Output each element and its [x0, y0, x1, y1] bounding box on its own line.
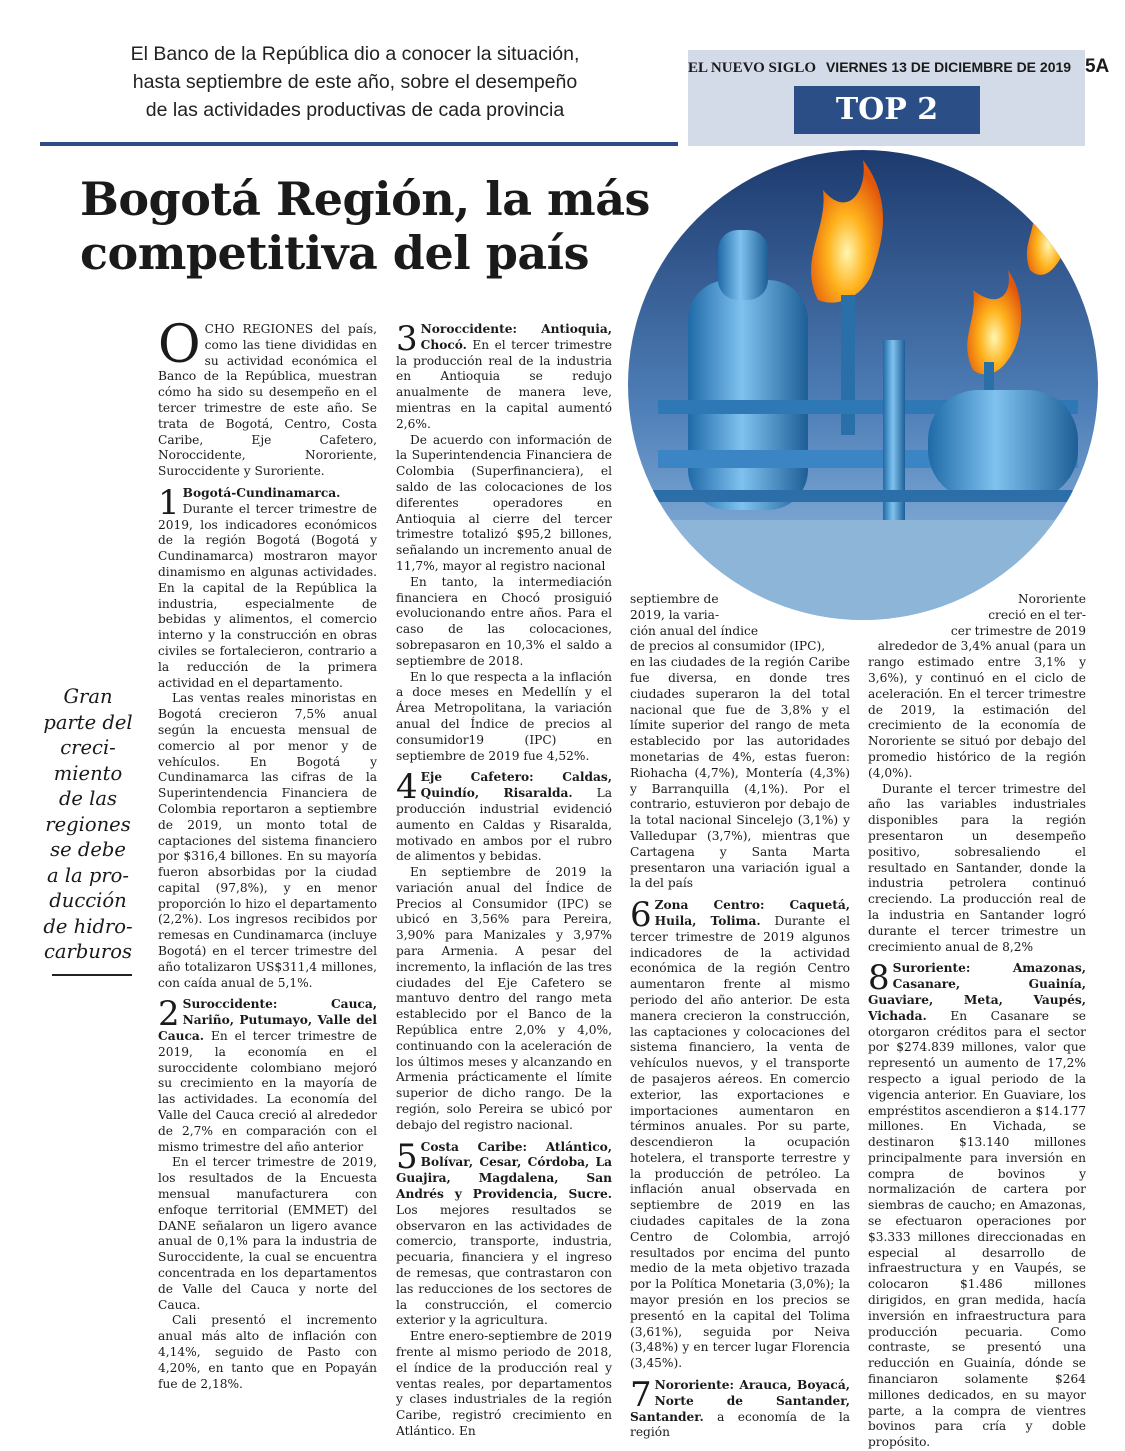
section-noroccidente: 3 Noroccidente: Antioquia, Chocó. En el tercer trimestre la producción real de la industria en Antioquia se redujo anualmente de manera leve, mientras en la capital aumentó 2,6%.	[396, 319, 612, 431]
section-number: 2	[158, 994, 180, 1035]
headline	[80, 172, 700, 280]
section-number: 7	[630, 1375, 652, 1416]
section-suroriente: 8 Suroriente: Amazonas, Casanare, Guainía, Guaviare, Meta, Vaupés, Vichada. En Casanare se otorgaron créditos para el sector por $274.839 millones, valor que representó un aumento de 17,2% respecto a igual periodo de la vigencia anterior. En Guaviare, los empréstitos ascendieron a $14.177 millones. En Vichada, se destinaron $13.140 millones principalmente para inversión en compra de bovinos y normalización de cartera por siembras de caucho; en Amazonas, se efectuaron operaciones por $3.333 millones direccionadas en especial al desarrollo de infraestructura y en Vaupés, se colocaron $1.486 millones dirigidos, en gran medida, hacía inversión en infraestructura para producción pecuaria. Como contraste, se presentó una reducción en Guainía, dónde se financiaron solamente $264 millones dedicados, en su mayor parte, a la compra de vientres bovinos para cría y doble propósito.	[868, 958, 1087, 1450]
intro-paragraph: OCHO REGIONES del país, como las tiene divididas en su actividad económica el Banco de la República, muestran cómo ha sido su desempeño en el tercer trimestre de este año. Se trata de Bogotá, Centro, Costa Caribe, Eje Cafetero, Noroccidente, Nororiente, Suroccidente y Suroriente.	[158, 315, 377, 479]
page-number: 5A	[1084, 56, 1110, 77]
body-paragraph: Cali presentó el incremento anual más alto de inflación con 4,14%, seguido de Pasto con 4,20%, en tanto que en Popayán fue de 2,18%.	[158, 1313, 377, 1391]
article-column-3	[630, 592, 850, 1441]
section-number: 5	[396, 1136, 418, 1177]
article-column-2	[396, 319, 612, 1440]
pull-quote-line: Gran	[63, 685, 113, 708]
section-bogota: 1 Bogotá-Cundinamarca. Durante el tercer trimestre de 2019, los indicadores económicos de la región Bogotá (Bogotá y Cundinamarca) mostraron mayor dinamismo en algunas actividades. En la capital de la República la industria, especialmente de bebidas y alimentos, el comercio interno y la construcción en obras civiles se fortalecieron, contrario a la reducción de la primera actividad en el departamento.	[158, 482, 377, 690]
body-paragraph: En tanto, la intermediación financiera en Chocó prosiguió evolucionando entre años. Para el caso de las colocaciones, sobrepasaron en 10,3% el saldo a septiembre de 2018.	[396, 574, 612, 668]
deck-line: El Banco de la República dio a conocer la situación,	[130, 43, 580, 65]
wrap-around-text: Nororiente creció en el ter- cer trimestre de 2019 alrededor de 3,4% anual (para un	[877, 592, 1086, 654]
section-nororiente: 7 Nororiente: Arauca, Boyacá, Norte de Santander, Santander. a economía de la región	[630, 1375, 850, 1440]
pull-quote-line: de las	[58, 787, 118, 810]
section-heading: Suroccidente: Cauca, Nariño, Putumayo, Valle del Cauca.	[158, 997, 377, 1044]
masthead-line	[688, 56, 1110, 78]
headline-line: Bogotá Región, la más	[80, 172, 650, 226]
pull-quote-line: miento	[53, 761, 123, 785]
pull-quote-line: parte del	[43, 710, 133, 734]
body-paragraph: Durante el tercer trimestre del año las variables industriales disponibles para la región presentaron un desempeño positivo, sobresaliendo el resultado en Santander, donde la industria petrolera continuó creciendo. La producción real de la industria en Santander logró durante el tercer trimestre un crecimiento anual de 8,2%	[868, 781, 1086, 954]
headline-line: competitiva del país	[80, 226, 590, 280]
issue-date: VIERNES 13 DE DICIEMBRE DE 2019	[825, 59, 1072, 75]
header-rule	[40, 142, 678, 146]
pull-quote-line: regiones	[45, 812, 131, 836]
wrap-around-text: septiembre de 2019, la varia- ción anual del índice de precios al consumidor (IPC),	[630, 592, 826, 654]
section-heading: Costa Caribe: Atlántico, Bolívar, Cesar, Córdoba, La Guajira, Magdalena, San Andrés y Providencia, Sucre.	[396, 1139, 612, 1202]
section-number: 3	[396, 319, 418, 359]
pull-quote-line: a la pro-	[46, 863, 130, 887]
drop-cap: O	[158, 315, 201, 375]
body-paragraph: Entre enero-septiembre de 2019 frente al mismo periodo de 2018, el índice de la producción real y ventas reales, por departamentos y clases industriales de la región Caribe, registró crecimiento en Atlántico. En	[396, 1329, 612, 1438]
section-eje-cafetero: 4 Eje Cafetero: Caldas, Quindío, Risaralda. La producción industrial evidenció aumento en Caldas y Risaralda, motivado en ambos por el rubro de alimentos y bebidas.	[396, 767, 612, 864]
body-paragraph: En lo que respecta a la inflación a doce meses en Medellín y el Área Metropolitana, la variación anual del Índice de precios al consumidor19 (IPC) en septiembre de 2019 fue 4,52%.	[396, 669, 612, 763]
article-column-4	[868, 592, 1086, 1451]
section-suroccidente: 2 Suroccidente: Cauca, Nariño, Putumayo, Valle del Cauca. En el tercer trimestre de 2019, la economía en el suroccidente colombiano mejoró su crecimiento en la mayoría de las actividades. La economía del Valle del Cauca creció al alrededor de 2,7% en comparación con el mismo trimestre del año anterior	[158, 994, 378, 1154]
section-number: 8	[868, 958, 890, 999]
pull-quote-line: de hidro-	[43, 914, 133, 938]
section-zona-centro: 6 Zona Centro: Caquetá, Huila, Tolima. Durante el tercer trimestre de 2019 algunos indicadores de la actividad económica de la región Centro aumentaron frente al mismo periodo del año anterior. De esta manera crecieron la construcción, las captaciones y colocaciones del sistema financiero, la venta de vehículos nuevos, y el transporte de pasajeros aéreos. En comercio exterior, las exportaciones e importaciones aumentaron en términos anuales. Por su parte, descendieron la ocupación hotelera, el transporte terrestre y la producción de petróleo. La inflación anual observada en septiembre de 2019 en las ciudades capitales de la zona Centro de Colombia, arrojó resultados por encima del punto medio de la meta objetivo trazada por la Política Monetaria (3,0%); la mayor presión en los precios se presentó en la capital del Tolima (3,61%), seguida por Neiva (3,48%) y en tercer lugar Florencia (3,45%).	[630, 895, 850, 1371]
article-column-1	[158, 315, 378, 1392]
newspaper-name: EL NUEVO SIGLO	[688, 60, 817, 76]
deck-line: de las actividades productivas de cada provincia	[145, 99, 565, 121]
section-number: 6	[630, 895, 652, 936]
body-paragraph: en las ciudades de la región Caribe fue diversa, en donde tres ciudades superaron la del total nacional que fue de 3,8% y el límite superior del rango de meta establecido por las autoridades monetarias de 4%, estas fueron: Riohacha (4,7%), Montería (4,3%) y Barranquilla (4,1%). Por el contrario, estuvieron por debajo de la total nacional Sincelejo (3,1%) y Valledupar (3,7%), mientras que Cartagena y Santa Marta presentaron una variación igual a la del país	[630, 655, 850, 891]
section-number: 1	[158, 482, 180, 523]
gas-flare-refinery-image	[628, 150, 1098, 620]
section-label: TOP 2	[794, 86, 980, 134]
pull-quote-line: carburos	[44, 940, 132, 963]
body-paragraph: De acuerdo con información de la Superintendencia Financiera de Colombia (Superfinanciera), el saldo de las colocaciones de los diferentes operadores en Antioquia al cierre del tercer trimestre totalizó $95,2 billones, señalando un incremento anual de 11,7%, mayor al registro nacional	[396, 432, 612, 573]
section-heading: Nororiente: Arauca, Boyacá, Norte de Santander, Santander.	[630, 1378, 850, 1424]
pull-quote-line: creci-	[60, 736, 116, 759]
pull-quote	[40, 684, 136, 965]
body-paragraph: En septiembre de 2019 la variación anual del Índice de Precios al Consumidor (IPC) se ubicó en 3,56% para Pereira, 3,90% para Manizales y 3,97% para Armenia. A pesar del incremento, la inflación de las tres ciudades del Eje Cafetero se mantuvo dentro del rango meta establecido por el Banco de la República entre 2,0% y 4,0%, continuando con la aceleración de los últimos meses y alcanzando en Armenia prácticamente el límite superior de dicho rango. De la región, solo Pereira se ubicó por debajo del registro nacional.	[396, 865, 612, 1132]
section-heading: Suroriente: Amazonas, Casanare, Guainía, Guaviare, Meta, Vaupés, Vichada.	[868, 961, 1086, 1023]
deck-subheadline	[60, 40, 650, 124]
section-number: 4	[396, 767, 418, 808]
pull-quote-line: se debe	[50, 838, 126, 861]
body-paragraph: Las ventas reales minoristas en Bogotá crecieron 7,5% anual según la encuesta mensual de comercio al por menor y de vehículos. En Bogotá y Cundinamarca las cifras de la Superintendencia Financiera de Colombia reportaron a septiembre de 2019, un monto total de captaciones del sistema financiero por $316,4 billones. En su mayoría fueron absorbidas por la ciudad capital (97,8%), y en menor proporción lo hizo el departamento (2,2%). Los ingresos recibidos por remesas en Cundinamarca (incluye Bogotá) en el tercer trimestre del año totalizaron US$311,4 millones, con caída anual de 5,1%.	[158, 691, 377, 990]
section-costa-caribe: 5 Costa Caribe: Atlántico, Bolívar, Cesar, Córdoba, La Guajira, Magdalena, San Andrés y Providencia, Sucre. Los mejores resultados se observaron en las actividades de comercio, transporte, industria, pecuaria, financiera y el ingreso de remesas, que contrastaron con las reducciones de los sectores de la construcción, el comercio exterior y la agricultura.	[396, 1136, 612, 1328]
section-heading: Zona Centro: Caquetá, Huila, Tolima.	[654, 898, 850, 928]
body-paragraph: En el tercer trimestre de 2019, los resultados de la Encuesta mensual manufacturera con enfoque territorial (EMMET) del DANE señalaron un ligero avance anual de 0,1% para la industria de Suroccidente, la cual se encuentra concentrada en los departamentos de Valle del Cauca y norte del Cauca.	[158, 1155, 377, 1312]
pull-quote-line: ducción	[49, 889, 127, 912]
section-heading: Noroccidente: Antioquia, Chocó.	[420, 322, 612, 352]
pull-quote-rule	[52, 974, 132, 976]
body-paragraph: rango estimado entre 3,1% y 3,6%), y continuó en el ciclo de aceleración. En el tercer trimestre de 2019, la estimación del crecimiento de la economía de Nororiente se situó por debajo del promedio histórico de la región (4,0%).	[868, 655, 1086, 780]
masthead	[688, 50, 1110, 146]
section-heading: Bogotá-Cundinamarca.	[182, 485, 341, 500]
section-heading: Eje Cafetero: Caldas, Quindío, Risaralda.	[420, 770, 612, 801]
deck-line: hasta septiembre de este año, sobre el desempeño	[132, 71, 578, 93]
